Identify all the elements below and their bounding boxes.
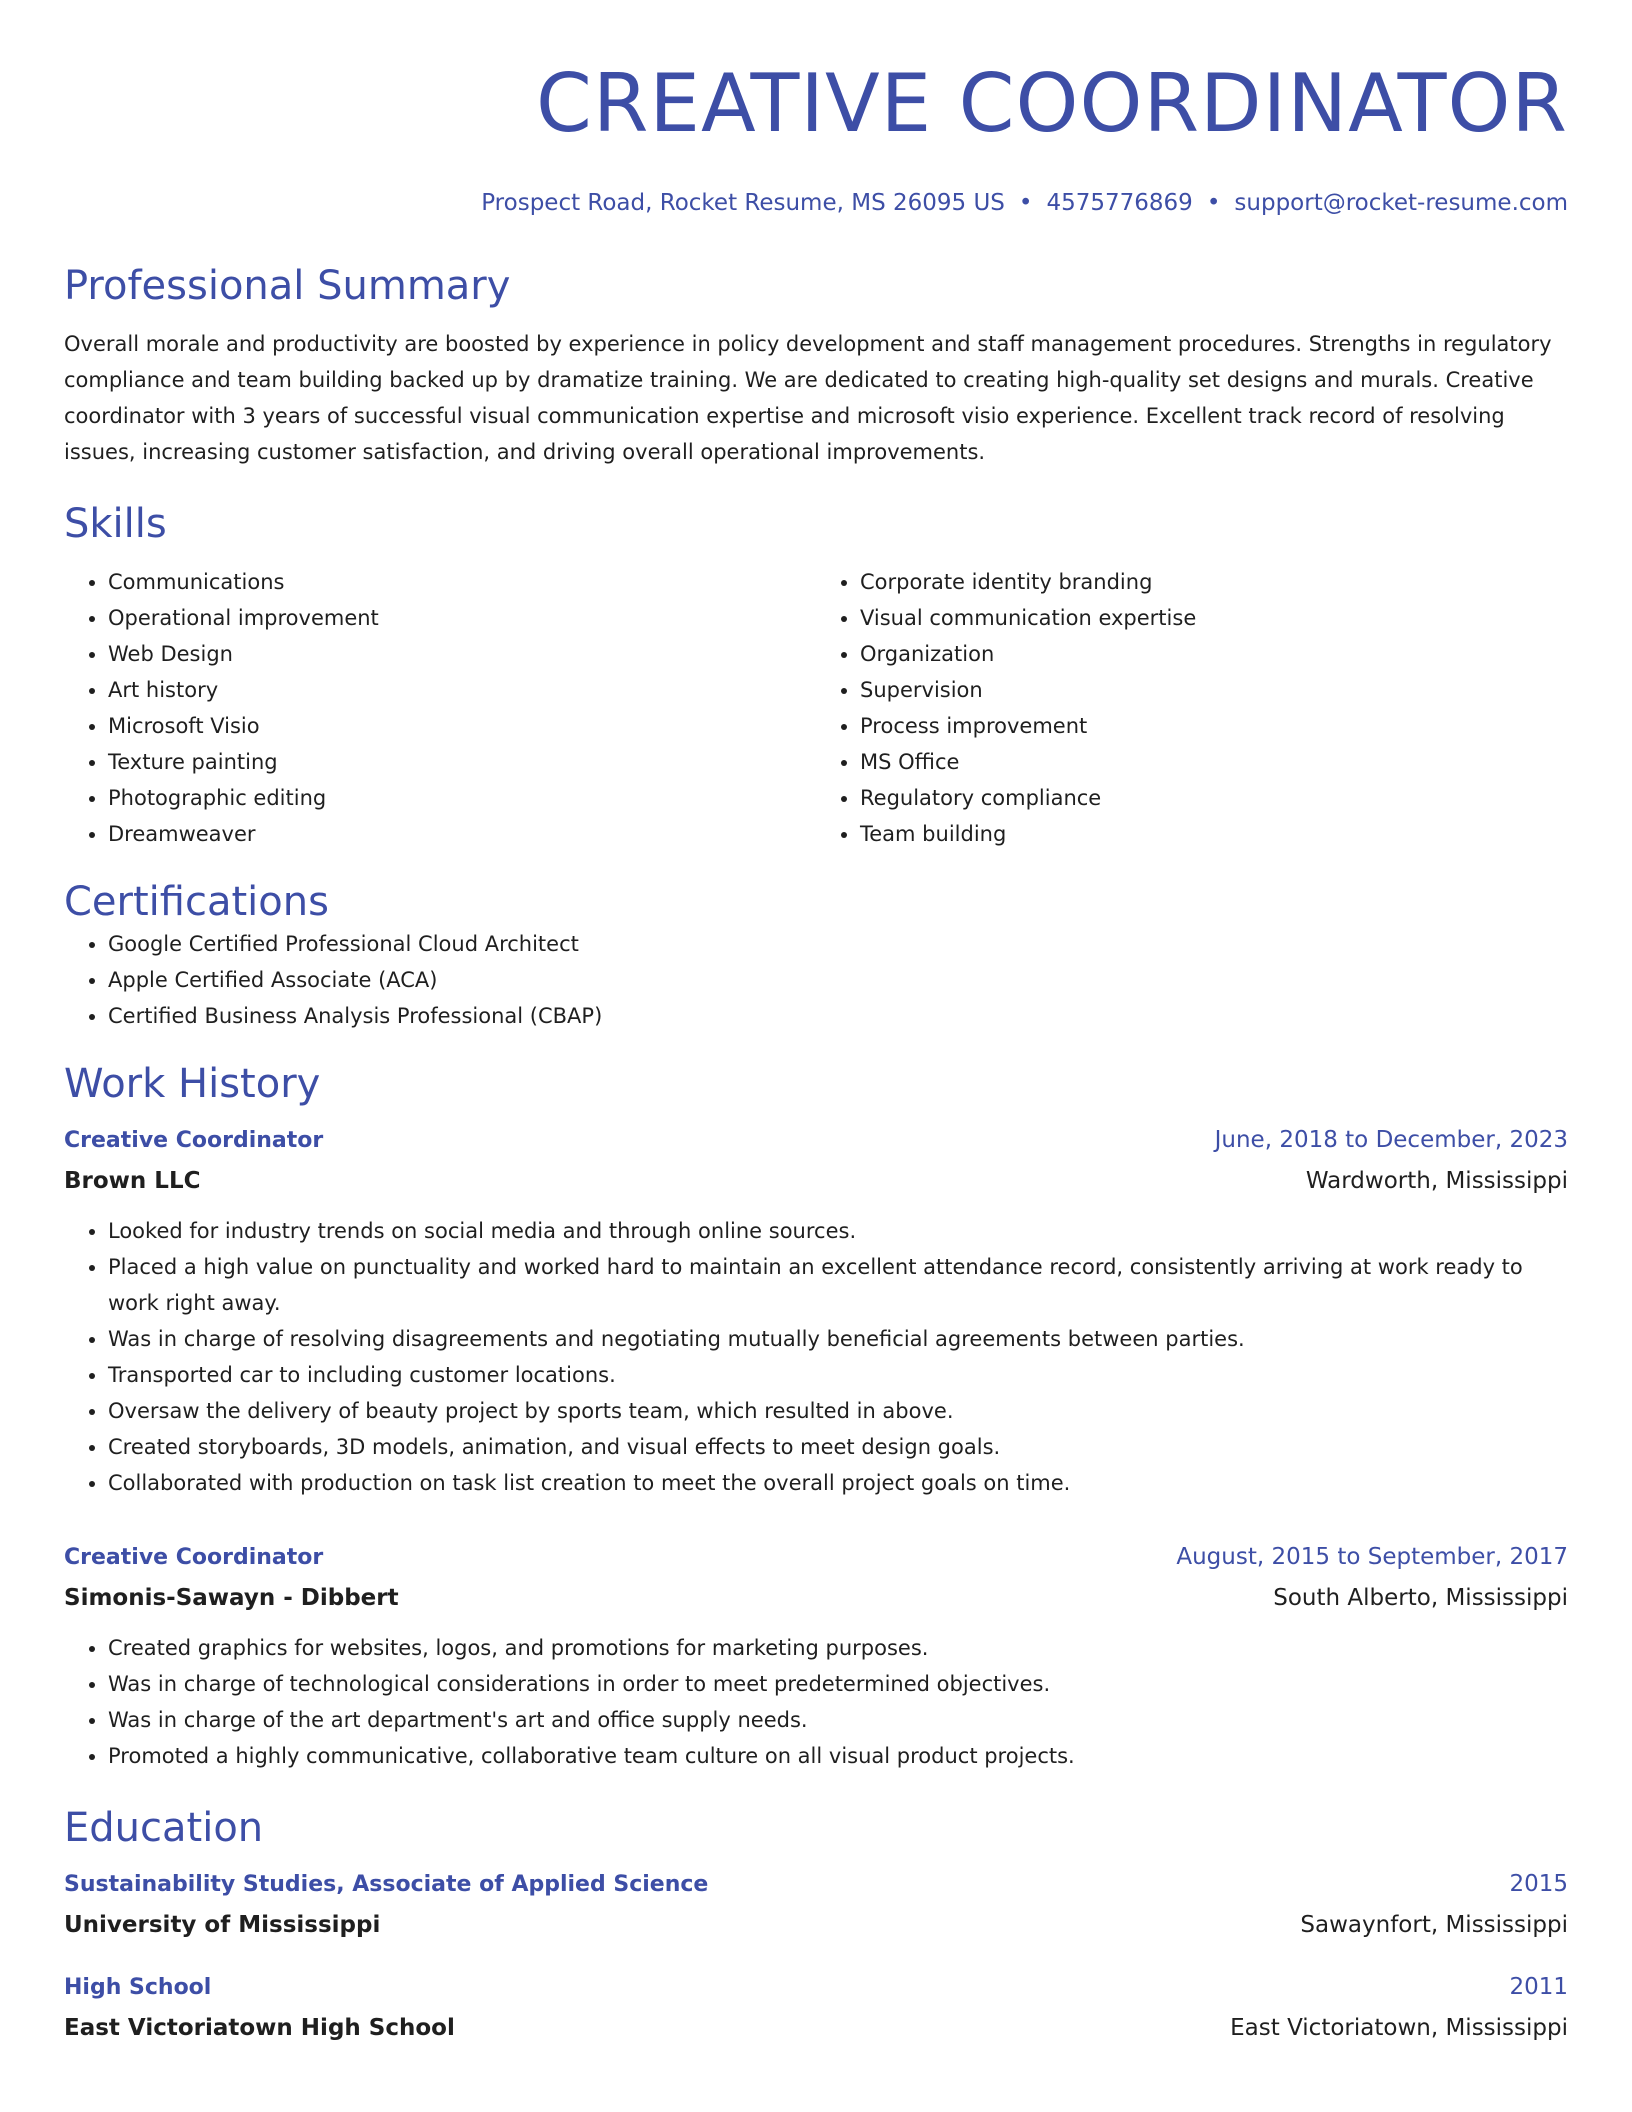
section-title: Education: [64, 1805, 264, 1851]
job-bullet: • Collaborated with production on task list creation to meet the overall project goals on time.: [108, 1465, 1568, 1501]
summary-text: Overall morale and productivity are boosted by experience in policy development and staff management procedures. Strengths in regulatory compliance and team building backed up by dramatize training. We are dedicated to creating high-quality set designs and murals. Creative coordinator with 3 years of successful visual communication expertise and microsoft visio experience. Excellent track record of resolving issues, increasing customer satisfaction, and driving overall operational improvements.: [64, 332, 1552, 464]
job-entry: [64, 1122, 1568, 1501]
education-year: 2011: [1509, 1974, 1568, 2000]
job-bullet: • Was in charge of the art department's art and office supply needs.: [108, 1702, 1568, 1738]
candidate-name: CREATIVE COORDINATOR: [535, 57, 1568, 150]
skill-item: • Process improvement: [860, 708, 1568, 744]
skill-item: • Corporate identity branding: [860, 564, 1568, 600]
contact-line: [64, 188, 1568, 218]
education-location: Sawaynfort, Mississippi: [1300, 1912, 1568, 1938]
job-entry: [64, 1539, 1568, 1774]
skill-item: • Communications: [108, 564, 816, 600]
skill-item: • MS Office: [860, 744, 1568, 780]
job-dates: August, 2015 to September, 2017: [1176, 1544, 1568, 1570]
certifications-list: [64, 926, 1568, 1034]
certification-item: • Certified Business Analysis Professional (CBAP): [108, 998, 1568, 1034]
job-location: South Alberto, Mississippi: [1273, 1585, 1568, 1611]
skills-list-right: [816, 564, 1568, 852]
job-company: Simonis-Sawayn - Dibbert: [64, 1585, 399, 1611]
skills-list-left: [64, 564, 816, 852]
certification-item: • Google Certified Professional Cloud Architect: [108, 926, 1568, 962]
education-degree: Sustainability Studies, Associate of Applied Science: [64, 1872, 709, 1897]
job-bullets: [64, 1630, 1568, 1774]
skill-item: • Organization: [860, 636, 1568, 672]
job-bullet: • Oversaw the delivery of beauty project by sports team, which resulted in above.: [108, 1393, 1568, 1429]
resume-header: [64, 0, 1568, 218]
contact-email[interactable]: support@rocket-resume.com: [1234, 190, 1568, 216]
certifications-section: [64, 878, 1568, 1034]
job-bullet: • Placed a high value on punctuality and worked hard to maintain an excellent attendance record, consistently arriving at work ready to work right away.: [108, 1249, 1568, 1321]
skill-item: • Dreamweaver: [108, 816, 816, 852]
skill-item: • Supervision: [860, 672, 1568, 708]
job-bullet: • Was in charge of technological considerations in order to meet predetermined objectives.: [108, 1666, 1568, 1702]
education-school: East Victoriatown High School: [64, 2015, 455, 2041]
job-bullets: [64, 1213, 1568, 1501]
job-bullet: • Created storyboards, 3D models, animation, and visual effects to meet design goals.: [108, 1429, 1568, 1465]
education-entry: [64, 1969, 1568, 2046]
skill-item: • Photographic editing: [108, 780, 816, 816]
contact-separator: •: [1018, 190, 1033, 216]
job-title: Creative Coordinator: [64, 1545, 324, 1570]
job-bullet: • Was in charge of resolving disagreements and negotiating mutually beneficial agreements between parties.: [108, 1321, 1568, 1357]
contact-separator: •: [1206, 190, 1221, 216]
skill-item: • Microsoft Visio: [108, 708, 816, 744]
education-location: East Victoriatown, Mississippi: [1230, 2015, 1568, 2041]
education-year: 2015: [1509, 1871, 1568, 1897]
section-title: Work History: [64, 1061, 321, 1107]
contact-phone[interactable]: 4575776869: [1046, 190, 1193, 216]
skill-item: • Visual communication expertise: [860, 600, 1568, 636]
certification-item: • Apple Certified Associate (ACA): [108, 962, 1568, 998]
skills-section: [64, 500, 1568, 852]
job-location: Wardworth, Mississippi: [1305, 1168, 1568, 1194]
skill-item: • Regulatory compliance: [860, 780, 1568, 816]
job-dates: June, 2018 to December, 2023: [1214, 1127, 1568, 1153]
education-entry: [64, 1866, 1568, 1943]
skill-item: • Web Design: [108, 636, 816, 672]
skill-item: • Operational improvement: [108, 600, 816, 636]
skill-item: • Texture painting: [108, 744, 816, 780]
education-school: University of Mississippi: [64, 1912, 381, 1938]
summary-section: [64, 262, 1568, 470]
education-degree: High School: [64, 1975, 212, 2000]
section-title: Skills: [64, 501, 167, 547]
job-bullet: • Looked for industry trends on social media and through online sources.: [108, 1213, 1568, 1249]
job-title: Creative Coordinator: [64, 1128, 324, 1153]
section-title: Professional Summary: [64, 263, 511, 309]
job-company: Brown LLC: [64, 1168, 201, 1194]
skills-grid: [64, 564, 1568, 852]
work-history-section: [64, 1060, 1568, 1774]
skill-item: • Art history: [108, 672, 816, 708]
contact-address: Prospect Road, Rocket Resume, MS 26095 US: [481, 190, 1005, 216]
job-bullet: • Transported car to including customer locations.: [108, 1357, 1568, 1393]
job-bullet: • Promoted a highly communicative, collaborative team culture on all visual product projects.: [108, 1738, 1568, 1774]
education-section: [64, 1804, 1568, 2046]
section-title: Certifications: [64, 879, 329, 925]
skill-item: • Team building: [860, 816, 1568, 852]
job-bullet: • Created graphics for websites, logos, and promotions for marketing purposes.: [108, 1630, 1568, 1666]
